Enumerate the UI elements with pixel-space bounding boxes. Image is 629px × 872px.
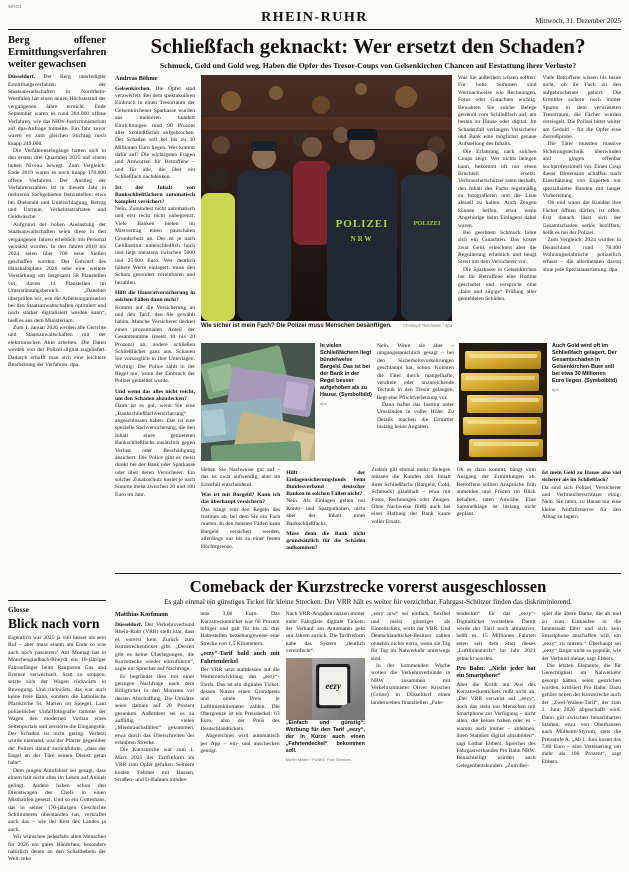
bottom-headline: Comeback der Kurzstrecke vorerst ausgeschlossen — [189, 577, 547, 597]
gold-photo — [459, 343, 547, 462]
eezy-logo-text: eezy — [325, 680, 341, 691]
police-photo — [201, 75, 452, 338]
bottom-column-2 — [200, 611, 279, 854]
lead-answer: Dann ist es gut, wenn Sie eine „Bankschließfachversicherung“ abgeschlossen haben. Das ist eine spezielle Sachversicherung, die den Inhalt eines gemieteten Bankschließfachs zusätzlich gegen Verlust oder Beschädigung absichert. Die Police gibt es meist direkt bei der Bank oder Sparkasse oder über deren Versicherer. Ein solcher Zusatzschutz kostet je nach Summe meist zwischen 20 und 100 Euro im Jahr. — [115, 403, 195, 498]
left-sidebar — [8, 35, 106, 864]
masthead — [8, 3, 621, 30]
dateline: Gelsenkirchen. — [115, 85, 151, 92]
money-photo-credit: dpa — [320, 401, 327, 407]
money-photo-caption-block — [320, 343, 372, 462]
page-date: Mittwoch, 31. Dezember 2025 — [535, 17, 621, 25]
lead-paragraph: Viele Betroffene wissen bis heute nicht, ob ihr Fach zu den aufgebrochenen gehört. Die Ermittler sichern noch immer Spuren in dem verwüsteten Tresorraum, die Fächer wurden versiegelt. Die Polizei bittet weiter um Geduld – für die Opfer eine Zerreißprobe. — [542, 75, 621, 141]
bottom-crosshead: Pro Bahn: „Nicht jeder hat ein Smartphone“ — [456, 665, 536, 680]
bottom-paragraph: tens 3,60 Euro. Das Kurzstreckenticket war 60 Prozent billiger und galt für bis zu drei Haltestellen beziehungsweise eine Strecke von 1,5 Kilometern. — [200, 611, 280, 647]
lead-column-7 — [457, 467, 536, 567]
lead-paragraph: Heben Sie Nachweise gut auf – das ist zwar aufwendig, aber im Ernstfall entscheidend. — [201, 467, 281, 488]
lead-headline: Schließfach geknackt: Wer ersetzt den Schaden? — [150, 34, 586, 58]
lead-answer: Das hängt von den Regeln des Instituts ab, bei dem Sie ein Fach mieten. In den meisten Fällen kann Bargeld versichert werden, allerdings nur bis zu einer festen Höchstgrenze. — [201, 506, 281, 550]
bottom-paragraph: Die letzten Elemente, die für Gerechtigkeit im Nahverkehr gesorgt hätten, seien gestrichen worden, kritisiert Pro Bahn. Dazu gehöre neben der Kurzstrecke auch der „Zwei-Waben-Tarif“, der zum 1. Juni 2026 abgeschafft wird. Dann gilt zwischen benachbarten Städten, etwa von Oberhausen nach Mülheim-Styrum, stets die Preisstufe A. „Ab 1. Juni kostet das 7,80 Euro – eine Verteuerung um mehr als 100 Prozent“, sagt Ebbers. — [541, 662, 621, 765]
lead-question: Hilft die Hausratversicherung in solchen Fällen dann nicht? — [115, 290, 195, 304]
lead-question: Ist der Inhalt von Bankschließfächern automatisch komplett versichert? — [115, 184, 195, 205]
eezy-ad-photo — [286, 658, 365, 763]
lead-top-row — [201, 75, 621, 338]
police-photo-image — [201, 75, 452, 321]
lead-author: Andreas Böhme — [115, 75, 158, 83]
police-jacket-text-small: POLIZEI — [413, 220, 441, 228]
lead-paragraph: Zudem gilt einmal mehr: Belegen müssen die Kunden den Inhalt ihres Schließfachs (Bargeld, Gold, Schmuck) glaubhaft – etwa mit Fotos, Rechnungen oder Zeugen. Ohne Nachweise fließt auch bei einer Haftung der Bank kaum voller Ersatz. — [371, 467, 451, 525]
bottom-column-5 — [456, 611, 535, 854]
money-photo — [201, 343, 315, 462]
lead-column-5 — [286, 467, 365, 567]
police-photo-captionline — [201, 323, 452, 330]
lead-right-region — [201, 75, 621, 567]
lead-body — [115, 75, 621, 567]
glosse-paragraph: Dem jungen Autofahrer sei gesagt, dass einem halt nicht alles im Leben auf Anhieb gelingt. Andere haben schon den Dienstwagen des Chefs in einen Misthaufen gesetzt. Und so ein Gotteshaus, das in seiner 170-jährigen Geschichte Schlimmeres überstanden hat, verkraftet auch das – wie der Rest des Landes ja auch. — [8, 767, 106, 833]
lead-paragraph: Was Sie außerdem wissen sollten: Für hohe Summen sind Wertnachweise wie Rechnungen, Fotos oder Gutachten wichtig. Bewahren Sie solche Belege getrennt vom Schließfach auf, am besten zu Hause oder digital. Im Schadenfall verlangen Versicherer und Bank eine möglichst genaue Aufstellung des Inhalts. — [458, 75, 537, 148]
bottom-article — [115, 578, 621, 854]
paragraph-text: Die Opfer sind verzweifelt. Bei dem spektakulären Einbruch in einen Tresorraum der Gelsenkirchener Sparkasse wurden aus mehreren hundert Einrichtungen rund 90 Prozent aller Schließfächer aufgebrochen. Der Schaden soll bei bis zu 30 Millionen Euro liegen. Wer kommt dafür auf? Die wichtigsten Fragen und Antworten für Betroffene – und für alle, die über ein Schließfach nachdenken. — [115, 85, 195, 181]
lead-middle-row — [201, 343, 621, 462]
glosse-paragraph: Eigentlich war 2025 ja viel besser als sein Ruf – aber muss einem am Ende so was auch noch passieren? Am Montag hat in Mönchengladbach-Rheydt ein 18-jähriger Fahranfänger beim Rangieren Gas und Bremse verwechselt. Statt zu stoppen, setzte sich der Wagen rückwärts in Bewegung. Und rückwärts, das war auch keine freie Bahn, sondern die katholische Pfarrkirche St. Marien im Spiegel. Laut polizeilicher Unfallfotografie rammte der Wagen den modernen Vorbau eines Seitenportals und zerstörte die Eingangstür. Der Schaden ist nicht gering. Verletzt wurde niemand, was der Pfarrer gegenüber der Polizei darauf zurückführte, „dass der Engel an der Türe seinen Dienst getan habe“. — [8, 635, 106, 767]
glosse-article — [8, 605, 106, 864]
eezy-photo-caption: „Einfach und günstig“: Werbung für den Tarif „eezy“, der in Kürze auch einen „Fahrtendeckel“ bekommen soll. — [285, 719, 365, 754]
lead-article — [115, 35, 621, 567]
lead-question: Und wenn das alles nicht reicht, um den Schaden abzudecken? — [115, 388, 195, 402]
page-content — [8, 30, 621, 864]
police-jacket-text: POLIZEI — [335, 218, 389, 231]
police-photo-caption: Wie sicher ist mein Fach? Die Polizei muss Menschen besänftigen. — [201, 323, 392, 330]
lead-paragraph: Die Erfahrung nach solchen Coups zeigt: Wer nichts belegen kann, bekommt oft nur einen Bruchteil ersetzt. Verbraucherschützer raten deshalb, den Inhalt des Fachs regelmäßig zu fotografieren und die Liste aktuell zu halten. Auch Zeugen können helfen, etwa wenn Angehörige beim Einlagern dabei waren. — [458, 148, 537, 229]
lead-question: Ist mein Geld zu Hause also viel sicherer als im Schließfach? — [541, 470, 622, 484]
gold-photo-caption-block — [552, 343, 618, 462]
gold-photo-caption: Auch Gold wird oft im Schließfach gelagert. Der Gesamtschaden in Gelsenkirchen-Buer soll bei etwa 30 Millionen Euro liegen. (Symbolbild) — [552, 343, 617, 385]
bottom-paragraph: „eezy nrw“ sei einfach, flexibel und meist günstiger als Einzeltickets, wirbt der VRR. Und Deutschlandticket-Besitzer zahlen ohnehin nichts extra, wenn sie Tag für Tag im Nahverkehr unterwegs sind. — [370, 611, 451, 662]
eezy-caption-block — [286, 720, 365, 762]
side-article-paragraph: Aufgrund der hohen Auslastung der Staatsanwaltschaften seien diese in den vergangenen Jahren erheblich mit Personal verstärkt worden. In den Jahren 2018 bis 2024 seien über 700 neue Stellen geschaffen worden. Der Entwurf des Haushaltsplans 2026 sehe eine weitere Verstärkung um insgesamt 58 Planstellen vor, davon 14 Planstellen im Unterstützungsbereich. „Daneben überprüfen wir, wie die Arbeitsorganisation bei den Staatsanwaltschaften optimiert und noch stärker digitalisiert werden kann“, hieß es aus dem Ministerium. — [8, 221, 106, 324]
gold-photo-credit: dpa — [552, 387, 559, 393]
lead-paragraph: Zum Vergleich: 2024 wurden in Deutschland rund 78.400 Wohnungseinbrüche polizeilich erfasst – die allermeisten davon ohne jede Spezialausrüstung. dpa — [542, 237, 621, 273]
bottom-paragraph: In der kommenden Woche wollen die Verkehrsverbünde in NRW zusammen mit Verkehrsminister Oliver Krischer (Grüne) in Düsseldorf einen landesweiten finanziellen „Fahr- — [370, 662, 451, 706]
bottom-paragraph: Er begründet dies mit einer geringen Nachfrage nach dem Billigticket in den Monaten vor dessen Abschaffung. Die Umsätze seien damals auf 20 Prozent gesunken. Außerdem sei es zu auffällig vielen „Missbrauchsfällen“ gekommen, etwa durch das Überschreiten der erlaubten Strecke. — [115, 673, 195, 747]
lead-paragraph: Nein. Wenn sie aber – umgangssprachlich gesagt – bei den Sicherheitsvorkehrungen geschlampt hat, schon. Konnten die Täter durch mangelhafte, veraltete oder unzureichende Technik in den Tresor gelangen, liegt eine Pflichtverletzung vor. — [377, 343, 454, 401]
divider — [8, 600, 106, 601]
bottom-author: Matthias Korfmann — [115, 611, 169, 619]
edition-code: WRG1 — [8, 4, 22, 9]
side-article-paragraph: Zum 1. Januar 2026 werden alle Gerichte und Staatsanwaltschaften mit der elektronischen Akte arbeiten. Die Daten werden von der Polizei digital zugeliefert. Dadurch erhofft man sich eine leichtere Bearbeitung der Verfahren. dpa — [8, 325, 106, 368]
lead-question: Muss denn die Bank nicht grundsätzlich für die Schäden aufkommen? — [286, 530, 366, 551]
side-article — [8, 35, 106, 595]
bottom-paragraph: Abgerechnet wird automatisch per App – ein- und auschecken genügt. — [200, 733, 280, 754]
bottom-column-3 — [286, 611, 365, 854]
money-photo-caption: In vielen Schließfächern liegt bündelweise Bargeld. Das ist bei der Bank in der Regel besser aufgehoben als zu Hause. (Symbolbild) — [320, 343, 372, 399]
police-photo-credit: Christoph Reichwein / dpa — [403, 323, 452, 329]
bottom-crosshead: „eezy“-Tarif bald auch mit Fahrtendeckel — [200, 651, 280, 665]
side-article-paragraph: Die Verfahrenseingänge hatten sich in den ersten drei Quartalen 2025 auf einem hohen Niveau bewegt. Zum Vergleich: Ende 2019 waren es noch knapp 176.000 offene Verfahren. Der Anstieg der Verfahrenszahlen ist in diesem Jahr in mehreren Sachgebieten festzustellen: etwa bei Diebstahl und Unterschlagung, Betrug und Untreue, Verkehrsstraftaten und Geldwäsche. — [8, 148, 106, 221]
lead-column-8 — [542, 467, 621, 567]
side-article-title: Berg offener Ermittlungsverfahren weiter gewachsen — [8, 35, 106, 70]
lead-subhead: Schmuck, Geld und Gold weg. Haben die Opfer des Tresor-Coups von Gelsenkirchen Chancen auf Erstattung ihrer Verluste? — [159, 61, 577, 71]
lead-bottom-row — [201, 467, 621, 567]
lead-answer: Da sind sich Polizei, Versicherer und Verbraucherschützer einig: Nein. Sie raten, zu Hause nur eine kleine Notfallreserve für den Alltag zu lagern. — [541, 484, 622, 521]
glosse-kicker: Glosse — [8, 605, 29, 614]
section-title: RHEIN-RUHR — [261, 10, 368, 25]
lead-answer: Kommt auf die Versicherung an und den Tarif, den Sie gewählt haben. Manche Versicherer decken einen prozentualen Anteil der Gesamtsumme (meist 10 bis 20 Prozent) ab, andere schließen Schließfächer ganz aus. Schauen Sie vorsorglich in Ihre Unterlagen. Wichtig: Die Police zahlt in der Regel nur, wenn der Einbruch der Polizei gemeldet wurde. — [115, 304, 195, 385]
lead-paragraph: Die Täter mussten massive Sicherungstechnik überwinden und gingen offenbar hochprofessionell vor. Einen Coup dieser Dimension schaffen nach Einschätzung von Experten nur spezialisierte Banden mit langer Vorbereitung. — [542, 141, 621, 200]
lead-column-6 — [371, 467, 450, 567]
bottom-body — [115, 611, 621, 854]
lead-answer: Nein. Zumindest nicht automatisch und erst recht nicht unbegrenzt. Viele Banken bieten im Mietvertrag einen pauschalen Grundschutz an. Der ist je nach Geldinstitut unterschiedlich hoch und liegt meistens zwischen 5000 und 25.000 Euro. Wer deutlich höhere Werte einlagert, muss den Schutz gesondert vereinbaren und bezahlen. — [115, 206, 195, 286]
lead-paragraph: Die Sparkasse in Gelsenkirchen hat für Betroffene eine Hotline geschaltet und verspricht eine „faire und zügige“ Prüfung aller gemeldeten Schäden. — [458, 266, 537, 303]
gold-photo-image — [459, 343, 547, 461]
glosse-paragraph: Wir wünschen jedenfalls allen Menschen für 2026 ein gutes Händchen, besonders natürlich denen an den Schalthebeln der Welt. mko — [8, 834, 106, 863]
paragraph-text: Der Berg unerledigter Ermittlungsverfahren der Staatsanwaltschaften in Nordrhein-Westfalen hat einen neuen Höchststand der vergangenen Jahre erreicht. Ende September waren es rund 284.000 offene Verfahren, wie das NRW-Justizministerium auf dpa-Anfrage mitteilte. Ein Jahr zuvor waren es zum gleichen Stichtag noch knapp 249.000. — [8, 74, 106, 147]
bottom-paragraph: spiel die ältere Dame, die ab und zu zum Einkaufen in die Innenstadt fährt und sich kein Smartphone anschaffen will, um „eezy“ zu nutzen.“ Überhaupt sei „eezy“ längst nicht so populär, wie der Verbund meine, sagt Ebbers. — [541, 611, 621, 662]
bottom-paragraph: Nach VRR-Angaben nutzen immer mehr Fahrgäste digitale Tickets; der Verkauf am Automaten geht seit Jahren zurück. Die Tarifreform habe das System „deutlich vereinfacht“. — [285, 611, 365, 655]
bottom-paragraph — [115, 622, 194, 674]
lead-paragraph: Dann haftet das Institut unter Umständen in voller Höhe. Zu Details machen die Ermittler bislang keine Angaben. — [377, 402, 454, 431]
section-divider — [115, 573, 621, 574]
lead-answer: Nein. Als Einlagen gelten nur Konto- und Sparguthaben, nicht aber der Inhalt eines Bankschließfachs. — [286, 498, 366, 527]
side-article-paragraph — [8, 74, 106, 148]
bottom-column-4 — [371, 611, 450, 854]
police-jacket-subtext: NRW — [350, 235, 374, 244]
bottom-column-6 — [542, 611, 621, 854]
bottom-paragraph: Der VRR setzt stattdessen auf die Weiterentwicklung des „eezy“-Tarifs. Das ist ein digitales Ticket, dessen Nutzer einen Grundpreis und einen Preis je Luftlinienkilometer zahlen. Die Obergrenze ist ein Preisdeckel: 63 Euro, also der Preis des Deutschlandtickets. — [200, 666, 280, 732]
lead-paragraph: Ob es dazu kommt, hängt vom Ausgang der Ermittlungen ab. Betroffene sollten Ansprüche früh anmelden und Fristen im Blick behalten, raten Anwälte. Eine Sammelklage ist bislang nicht geplant. — [456, 467, 536, 518]
dateline: Düsseldorf. — [8, 74, 36, 81]
dateline: Düsseldorf. — [115, 622, 143, 629]
lead-column-1 — [115, 75, 195, 567]
bottom-column-1 — [115, 611, 194, 854]
bottom-subhead: Es gab einmal ein günstiges Ticket für kleine Strecken. Der VRR hält es weiter für verzichtbar. Fahrgast-Schützer finden das diskriminierend. — [164, 598, 572, 607]
bottom-paragraph: Die Kurzstrecke war zum 1. März 2025 der Tarifreform im VRR zum Opfer gefallen. Seitdem kosten Fahrten mit Bussen, Straßen- und U-Bahnen mindes- — [115, 747, 195, 783]
bottom-paragraph: Aber die Kritik am Aus des Kurzstreckentickets reißt nicht ab. „Der VRR verweist auf „eezy“, doch das steht nur Menschen mit Smartphone zur Verfügung – nicht allen, die keines haben oder es – warum auch immer – ablehnen, ihren Standort digital abzubilden“, sagt Lothar Ebbers, Sprecher des Fahrgastverbandes Pro Bahn NRW. Benachteiligt würden auch Gelegenheitskunden. „Zum Bei- — [456, 681, 536, 769]
bottom-paragraph: tendeckel“ für das „eezy“-Digitalticket vorstellen. Damit werde der Tarif noch attraktiver, heißt es. 15 Millionen Fahrten seien seit dem Start dieses „Luftlinientarifs“ im Jahr 2021 gebucht worden. — [456, 611, 536, 662]
eezy-ad-image — [286, 658, 365, 720]
lead-question: Hilft der Einlagensicherungsfonds beim Bundesverband deutscher Banken in solchen Fällen nicht? — [286, 470, 366, 497]
paragraph-text: Der Verkehrsverbund Rhein-Ruhr (VRR) stellt klar, dass es vorerst kein Zurück zum Kurzstreckenticket gibt. „Derzeit gibt es keine Überlegungen, die Kurzstrecke wieder einzuführen“, sagte ein Sprecher auf Nachfrage. — [115, 622, 195, 673]
lead-column-mid — [377, 343, 454, 462]
lead-column-3 — [543, 75, 622, 338]
main-column — [115, 35, 621, 864]
eezy-photo-credit: Martin Möller / FUNKE Foto Services — [285, 756, 352, 762]
lead-paragraph: Ob und wann die Kunden ihre Fächer öffnen dürfen, ist offen. Erst danach lässt sich der Gesamtschaden seriös beziffern, heißt es bei der Polizei. — [542, 200, 621, 236]
lead-question: Was ist mit Bargeld? Kann ich das überhaupt versichern? — [201, 492, 281, 506]
money-photo-image — [201, 343, 315, 461]
lead-column-2 — [458, 75, 537, 338]
lead-paragraph: Bei geerbtem Schmuck lohnt sich ein Gutachten. Das kostet zwar Geld, erleichtert aber die Regulierung erheblich und beugt Streit mit dem Versicherer vor. — [458, 229, 537, 266]
glosse-title: Blick nach vorn — [8, 615, 100, 631]
lead-intro — [115, 86, 195, 182]
lead-column-4 — [201, 467, 280, 567]
